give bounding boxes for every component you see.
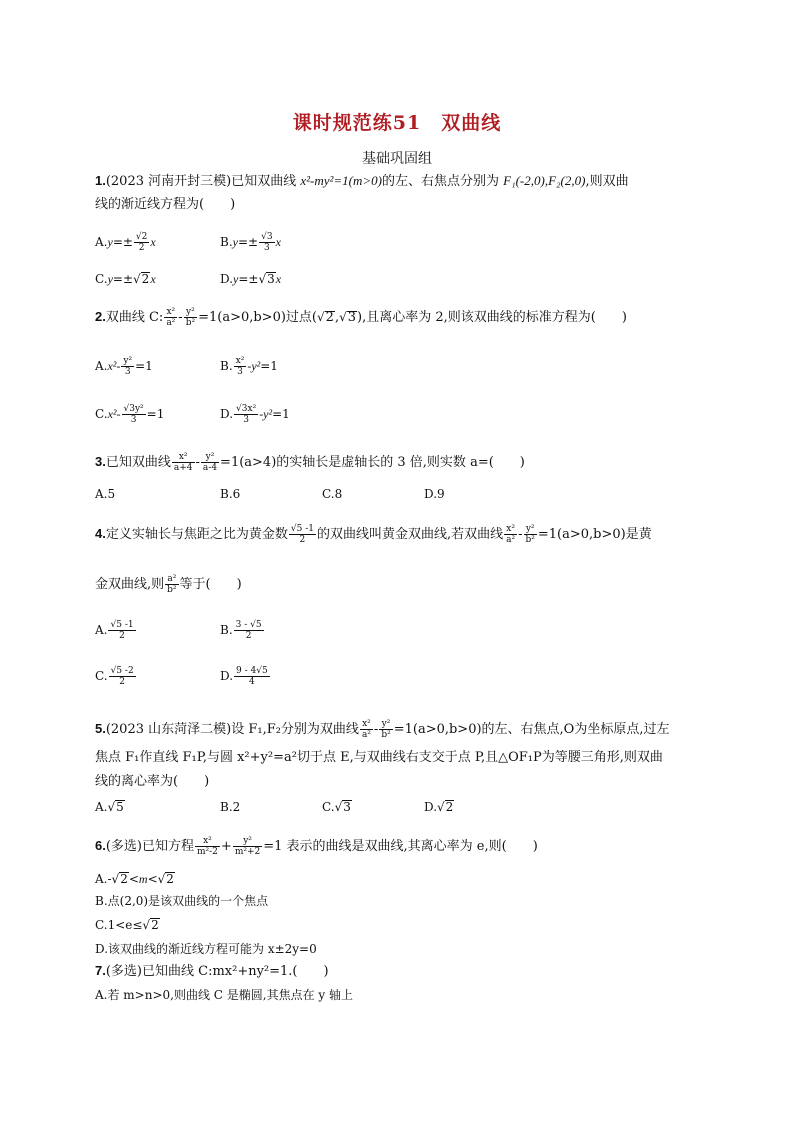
q6-option-d[interactable]: D.该双曲线的渐近线方程可能为 x±2y=0 <box>95 942 317 956</box>
q4-option-c[interactable]: C. $\frac{√5 -2}{2}$ <box>95 666 134 687</box>
q3-option-b[interactable]: B.6 <box>220 487 241 501</box>
q5-option-b[interactable]: B.2 <box>220 800 241 814</box>
q4-option-a[interactable]: A. $\frac{√5 -1}{2}$ <box>95 620 134 641</box>
question-5-line3: 线的离心率为( ) <box>95 774 210 789</box>
q4-option-d[interactable]: D. $\frac{9 - 4√5}{4}$ <box>220 666 268 687</box>
q3-option-d[interactable]: D.9 <box>424 487 445 501</box>
q2-option-b[interactable]: B. $\frac{\text{x²}}{3}$ -y²=1 <box>220 356 278 377</box>
q5-option-a[interactable]: A.√5 <box>95 800 124 814</box>
q4-option-b[interactable]: B. $\frac{3 - √5}{2}$ <box>220 620 262 641</box>
q1-option-d[interactable]: D.y=±√3x <box>220 272 282 286</box>
question-1-line2: 线的渐近线方程为( ) <box>95 197 236 212</box>
question-5: 5.(2023 山东菏泽二模)设 F₁,F₂分别为双曲线 $\frac{\text{x²}}{\text{a²}}$ - $\frac{\text{y²}}{\text{b²}}$ =1(a>0,b>0)的左、右焦点,O为坐标原点,过左 <box>95 719 670 740</box>
page-title: 课时规范练51 双曲线 <box>292 112 502 134</box>
q7-option-a[interactable]: A.若 m>n>0,则曲线 C 是椭圆,其焦点在 y 轴上 <box>95 988 353 1002</box>
q2-option-d[interactable]: D. $\frac{\text{√3x²}}{3}$ -y²=1 <box>220 404 290 425</box>
q5-option-d[interactable]: D.√2 <box>424 800 454 814</box>
q2-option-a[interactable]: A.x²- $\frac{\text{y²}}{3}$ =1 <box>95 356 153 377</box>
q6-option-c[interactable]: C.1<e≤√2 <box>95 918 159 932</box>
question-7: 7.(多选)已知曲线 C:mx²+ny²=1.( ) <box>95 963 329 979</box>
q5-option-c[interactable]: C.√3 <box>322 800 351 814</box>
question-5-line2: 焦点 F₁作直线 F₁P,与圆 x²+y²=a²切于点 E,与双曲线右支交于点 P,且△OF₁P为等腰三角形,则双曲 <box>95 750 663 765</box>
q1-option-a[interactable]: A.y=± $\frac{√2}{2}$ x <box>95 232 156 253</box>
question-6: 6.(多选)已知方程 $\frac{\text{x²}}{\text{m²-2}}$ + $\frac{\text{y²}}{\text{m²+2}}$ =1 表示的曲线是双曲线,其离心率为 e,则( ) <box>95 836 538 857</box>
question-4-line2: 金双曲线,则 $\frac{\text{a²}}{\text{b²}}$ 等于( ) <box>95 574 242 595</box>
q6-option-b[interactable]: B.点(2,0)是该双曲线的一个焦点 <box>95 894 269 908</box>
q3-option-c[interactable]: C.8 <box>322 487 343 501</box>
section-heading: 基础巩固组 <box>362 151 432 167</box>
question-2: 2.双曲线 C: $\frac{\text{x²}}{\text{a²}}$ - $\frac{\text{y²}}{\text{b²}}$ =1(a>0,b>0)过点(√2,√3),且离心率为 2,则该双曲线的标准方程为( ) <box>95 307 627 328</box>
question-1: 1.(2023 河南开封三模)已知双曲线 x²-my²=1(m>0)的左、右焦点分别为 F₁(-2,0),F₂(2,0),则双曲 <box>95 173 629 189</box>
q3-option-a[interactable]: A.5 <box>95 487 116 501</box>
question-3: 3.已知双曲线 $\frac{\text{x²}}{a+4}$ - $\frac{\text{y²}}{a-4}$ =1(a>4)的实轴长是虚轴长的 3 倍,则实数 a=( ) <box>95 452 525 473</box>
q6-option-a[interactable]: A.-√2<m<√2 <box>95 872 174 886</box>
question-4: 4.定义实轴长与焦距之比为黄金数 $\frac{√5 -1}{2}$ 的双曲线叫黄金双曲线,若双曲线 $\frac{\text{x²}}{\text{a²}}$ - $\frac{\text{y²}}{\text{b²}}$ =1(a>0,b>0)是黄 <box>95 524 652 545</box>
q2-option-c[interactable]: C.x²- $\frac{\text{√3y²}}{3}$ =1 <box>95 404 165 425</box>
q1-option-c[interactable]: C.y=±√2x <box>95 272 156 286</box>
q1-option-b[interactable]: B.y=± $\frac{√3}{3}$ x <box>220 232 281 253</box>
